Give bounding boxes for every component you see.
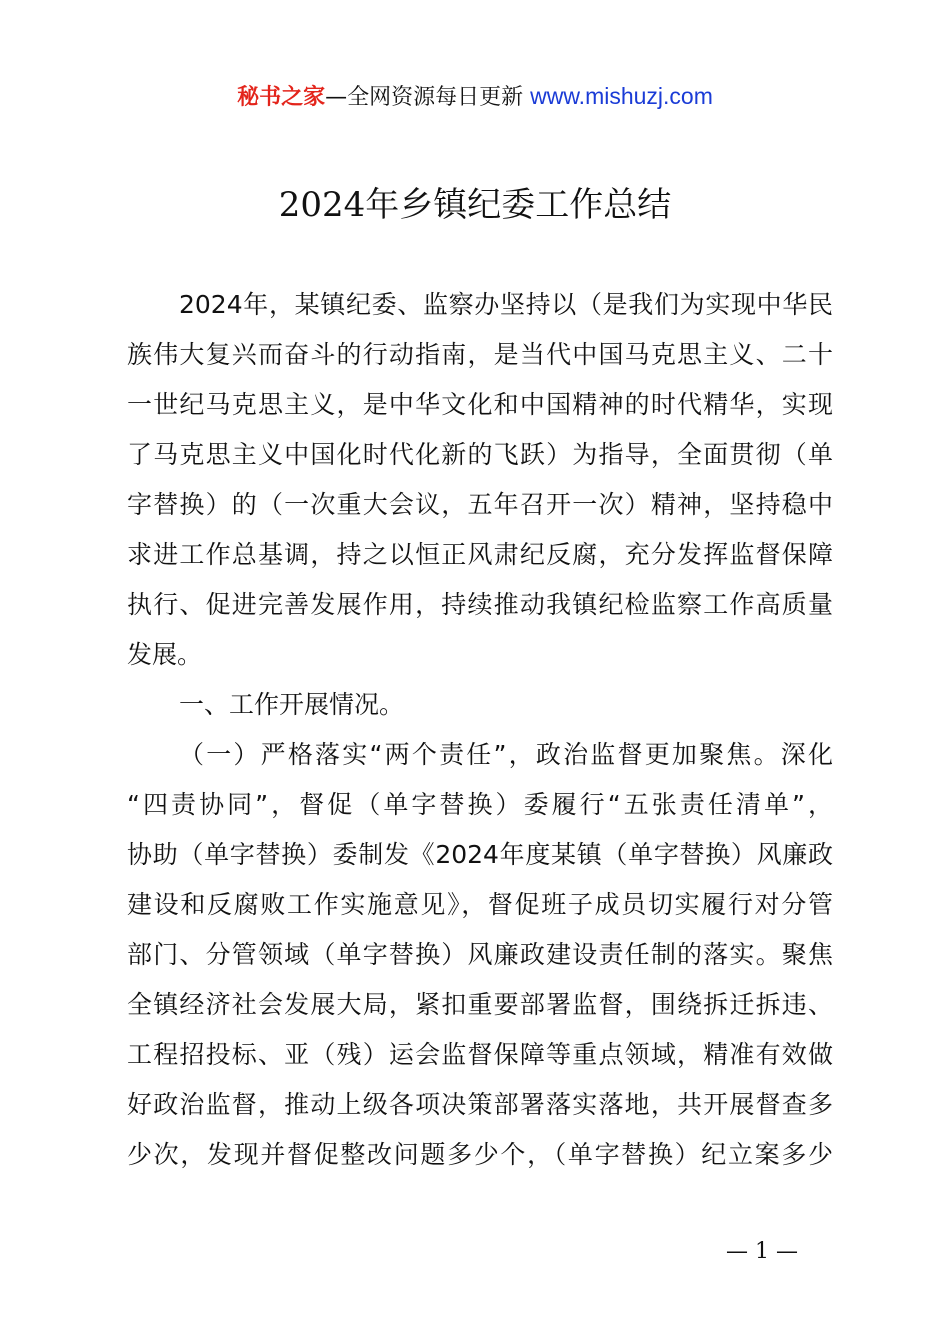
subsection-heading-line: （一）严格落实“两个责任”，政治监督更加聚焦。深化 [179,740,833,769]
paragraph-line: 字替换）的（一次重大会议，五年召开一次）精神，坚持稳中 [127,490,833,519]
paragraph-line: 执行、促进完善发展作用，持续推动我镇纪检监察工作高质量 [127,590,833,619]
site-header [0,76,950,118]
site-url-link[interactable]: www.mishuzj.com [530,83,713,109]
paragraph-line: 少次，发现并督促整改问题多少个，（单字替换）纪立案多少 [127,1140,833,1169]
paragraph-line: 协助（单字替换）委制发《2024年度某镇（单字替换）风廉政 [127,840,833,869]
paragraph-line: 求进工作总基调，持之以恒正风肃纪反腐，充分发挥监督保障 [127,540,833,569]
paragraph-line: 全镇经济社会发展大局，紧扣重要部署监督，围绕拆迁拆违、 [127,990,833,1019]
document-body [127,280,833,1180]
paragraph-line: “四责协同”，督促（单字替换）委履行“五张责任清单”， [127,790,833,819]
page-number: — 1 — [726,1239,798,1264]
paragraph-line: 2024年，某镇纪委、监察办坚持以（是我们为实现中华民 [179,290,833,319]
paragraph-line: 族伟大复兴而奋斗的行动指南，是当代中国马克思主义、二十 [127,340,833,369]
paragraph-line: 一世纪马克思主义，是中华文化和中国精神的时代精华，实现 [127,390,833,419]
paragraph-line: 好政治监督，推动上级各项决策部署落实落地，共开展督查多 [127,1090,833,1119]
header-tagline: —全网资源每日更新 [325,85,531,110]
section-heading: 一、工作开展情况。 [179,690,405,719]
paragraph-line: 建设和反腐败工作实施意见》，督促班子成员切实履行对分管 [127,890,833,919]
document-title: 2024年乡镇纪委工作总结 [278,185,672,225]
paragraph-line: 部门、分管领域（单字替换）风廉政建设责任制的落实。聚焦 [127,940,833,969]
paragraph-line: 发展。 [127,640,203,669]
brand-name: 秘书之家 [237,85,326,110]
paragraph-line: 工程招投标、亚（残）运会监督保障等重点领域，精准有效做 [127,1040,833,1069]
paragraph-line: 了马克思主义中国化时代化新的飞跃）为指导，全面贯彻（单 [127,440,833,469]
